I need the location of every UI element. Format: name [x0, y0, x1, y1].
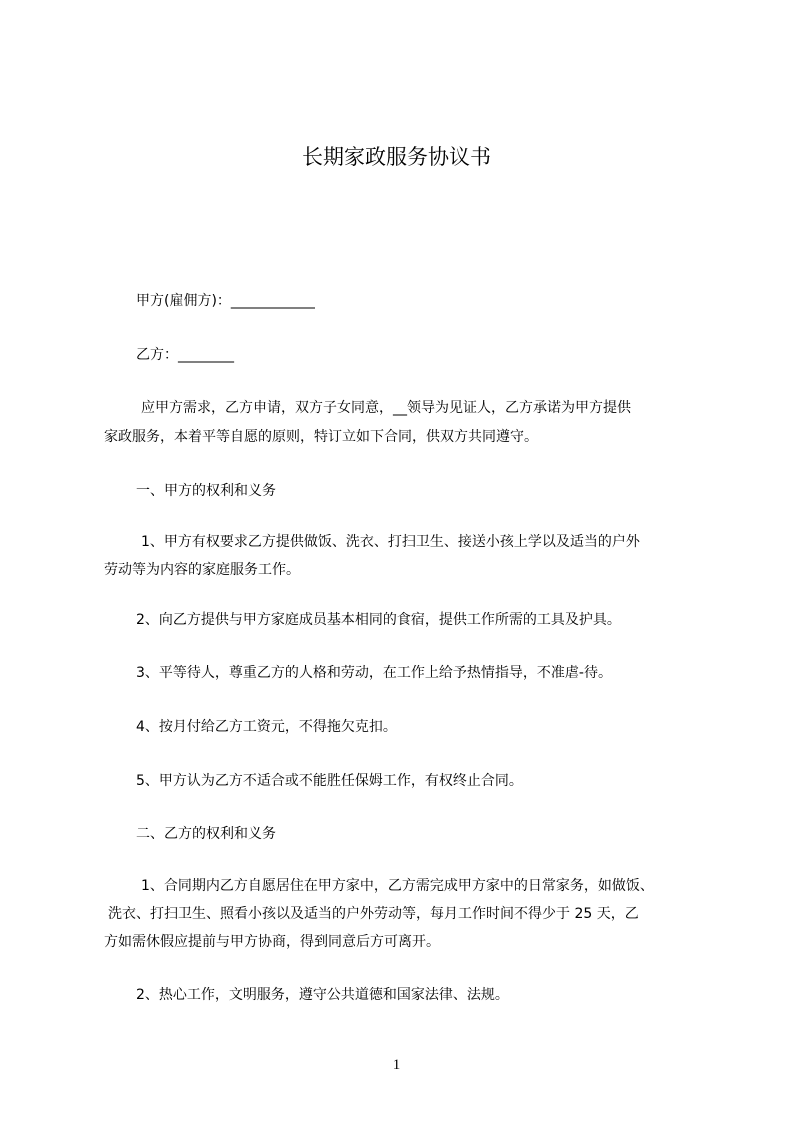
section1-item2: 2、向乙方提供与甲方家庭成员基本相同的食宿，提供工作所需的工具及护具。: [136, 612, 621, 628]
section1-item5: 5、甲方认为乙方不适合或不能胜任保姆工作，有权终止合同。: [136, 773, 523, 789]
document-title: 长期家政服务协议书: [302, 145, 491, 169]
party-a-line: 甲方(雇佣方)：____________: [136, 293, 315, 309]
section2-item2: 2、热心工作，文明服务，遵守公共道德和国家法律、法规。: [136, 987, 509, 1003]
intro-line-2: 家政服务，本着平等自愿的原则，特订立如下合同，供双方共同遵守。: [104, 429, 538, 445]
section1-item1-line-1: 1、甲方有权要求乙方提供做饭、洗衣、打扫卫生、接送小孩上学以及适当的户外: [141, 534, 640, 550]
section1-item4: 4、按月付给乙方工资元，不得拖欠克扣。: [136, 719, 397, 735]
party-b-line: 乙方：________: [136, 347, 234, 363]
section1-heading: 一、甲方的权利和义务: [136, 483, 276, 499]
section2-item1-line-2: 洗衣、打扫卫生、照看小孩以及适当的户外劳动等，每月工作时间不得少于 25 天，乙: [108, 906, 639, 922]
intro-line-1: 应甲方需求，乙方申请，双方子女同意，__领导为见证人，乙方承诺为甲方提供: [141, 400, 631, 416]
section2-heading: 二、乙方的权利和义务: [136, 826, 276, 842]
section2-item1-line-3: 方如需休假应提前与甲方协商，得到同意后方可离开。: [104, 934, 440, 950]
page-number: 1: [392, 1057, 401, 1073]
section2-item1-line-1: 1、合同期内乙方自愿居住在甲方家中，乙方需完成甲方家中的日常家务，如做饭、: [141, 878, 654, 894]
section1-item3: 3、平等待人，尊重乙方的人格和劳动，在工作上给予热情指导，不准虐-待。: [136, 665, 612, 681]
section1-item1-line-2: 劳动等为内容的家庭服务工作。: [104, 562, 300, 578]
